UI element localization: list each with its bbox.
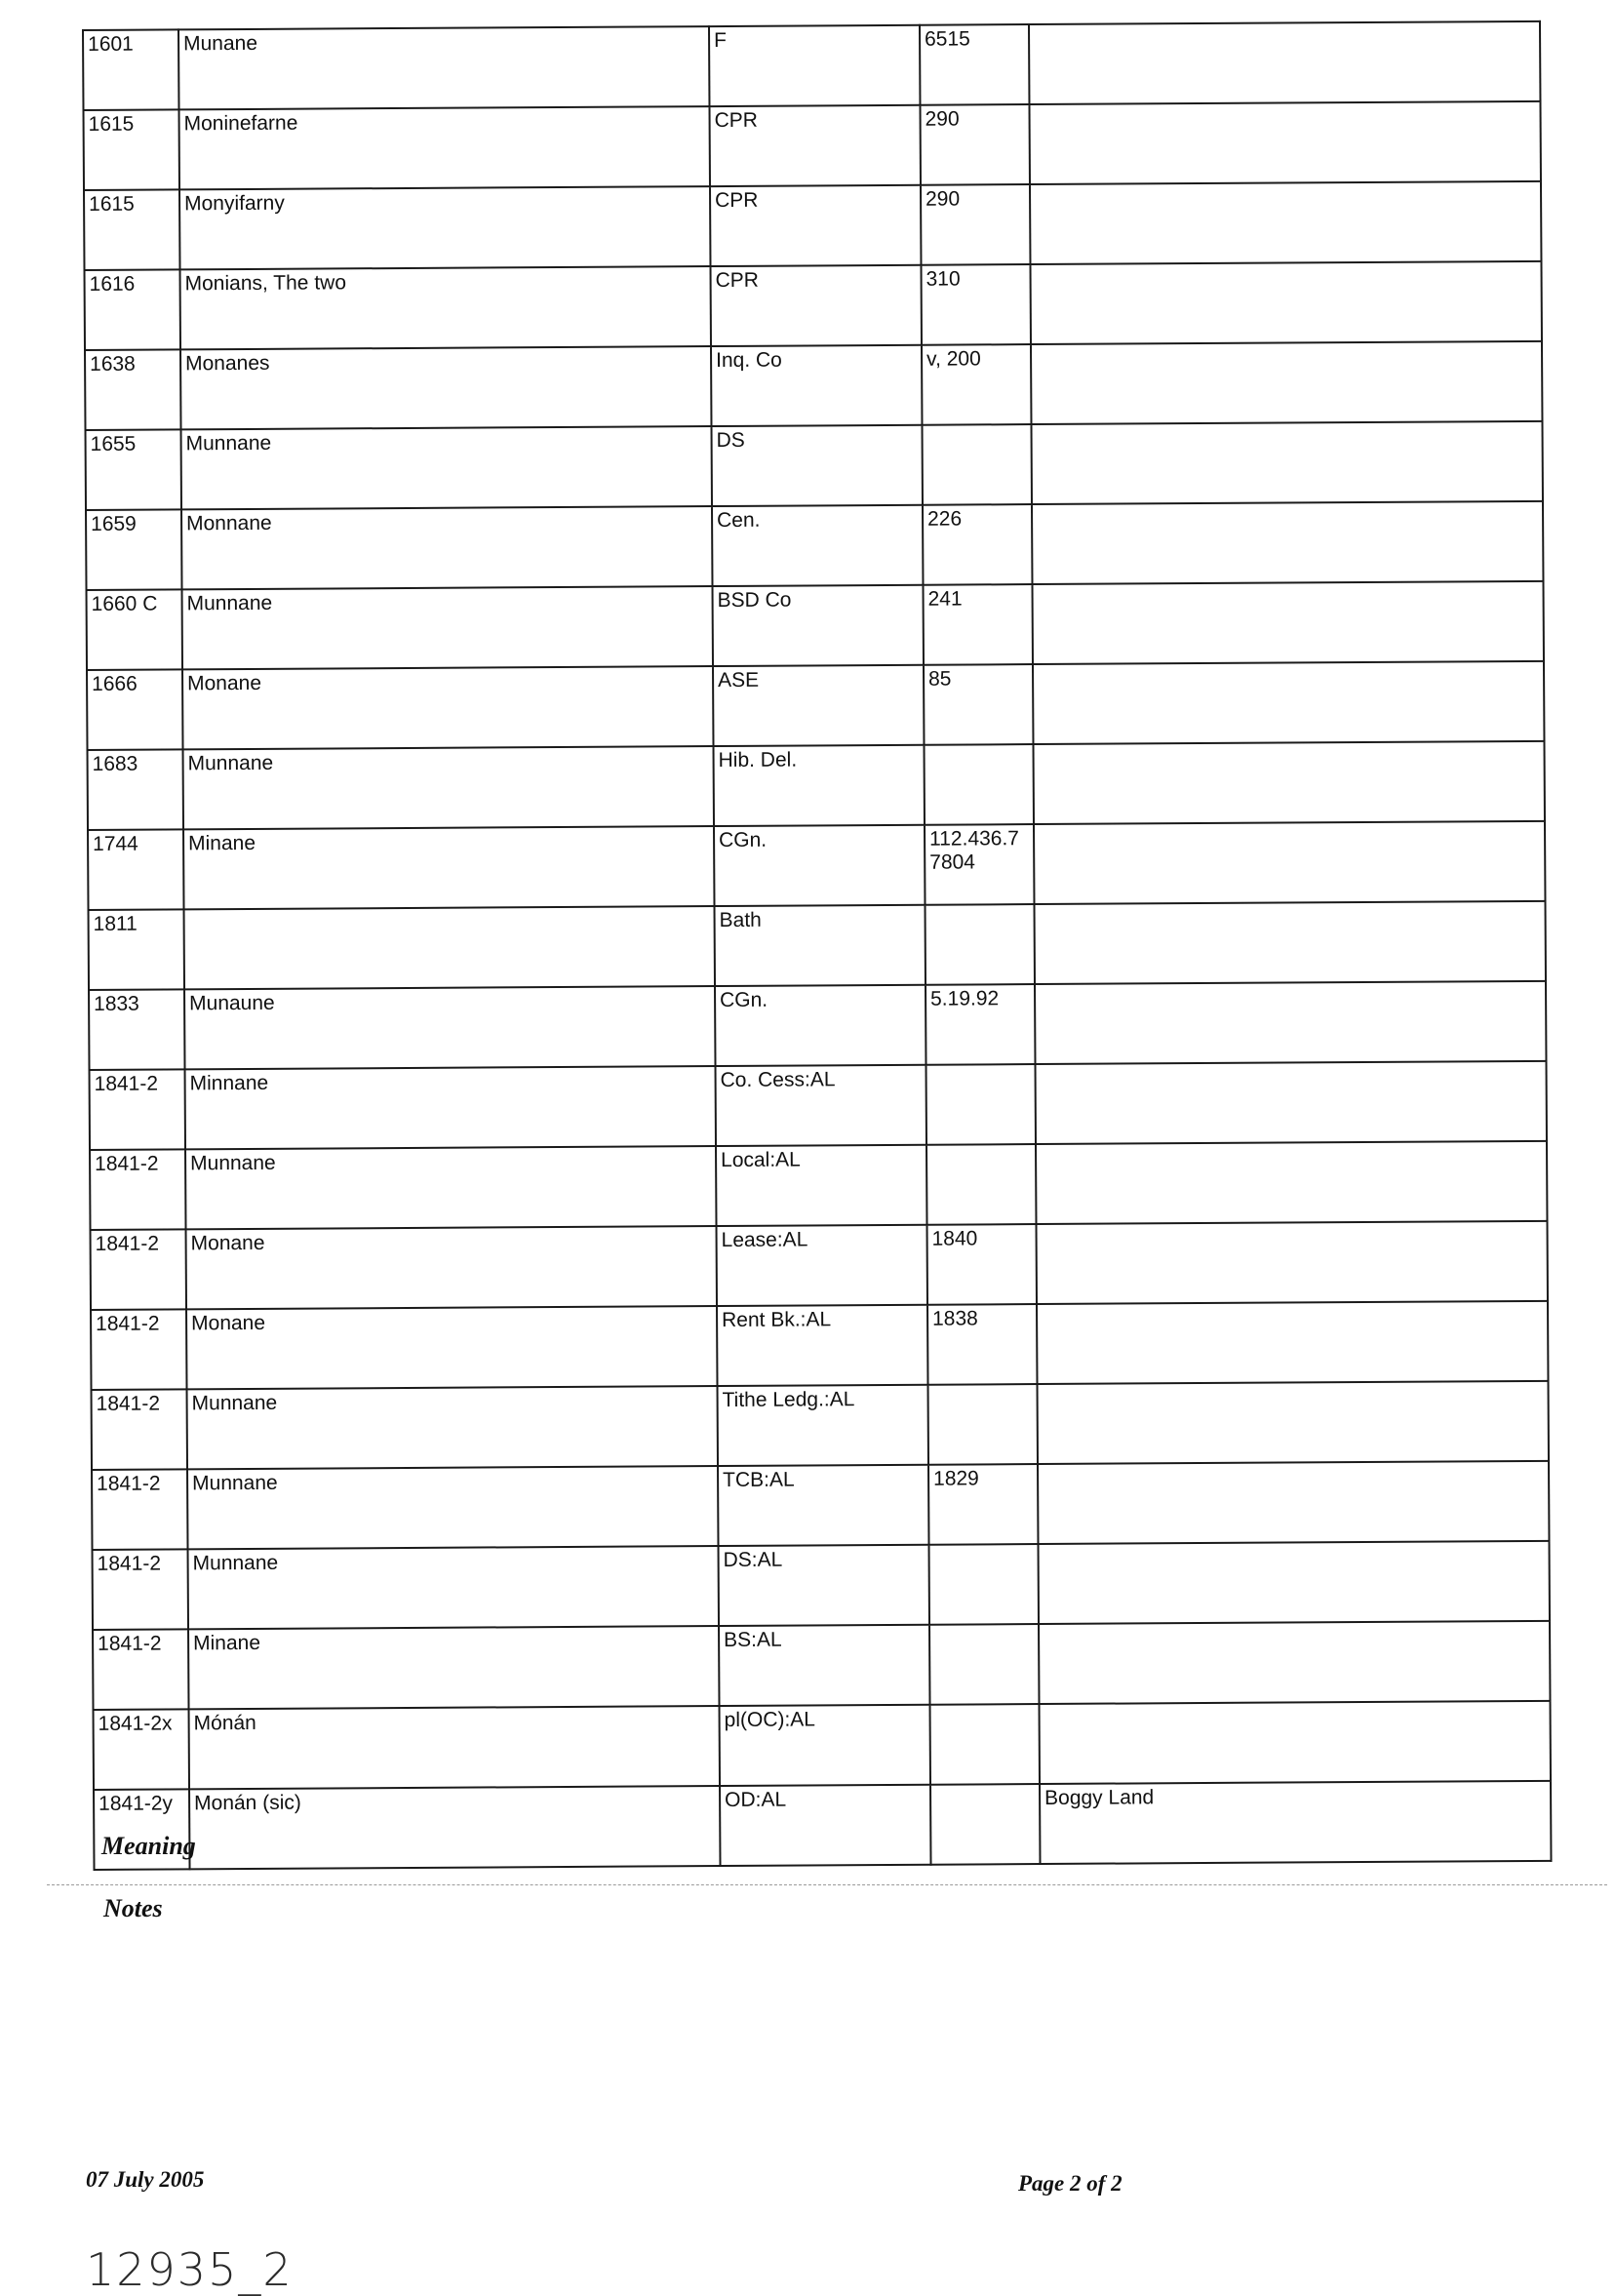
record-form-cell: Monán (sic): [189, 1786, 720, 1869]
record-source-cell: Local:AL: [716, 1145, 926, 1226]
record-date-cell: 1638: [85, 349, 180, 430]
table-row: [93, 1621, 1550, 1710]
record-source-cell: Co. Cess:AL: [716, 1065, 926, 1146]
table-row: [92, 1461, 1549, 1550]
record-date-cell: 1660 C: [87, 589, 182, 670]
table-row: [87, 661, 1544, 750]
record-note-cell: [1037, 1301, 1548, 1384]
record-form-cell: Monnane: [181, 506, 712, 589]
record-note-cell: [1032, 581, 1543, 664]
record-date-cell: 1666: [87, 669, 182, 750]
table-row: [90, 1061, 1547, 1150]
record-date-cell: 1615: [84, 109, 179, 190]
record-note-cell: [1034, 901, 1545, 984]
record-date-cell: 1841-2: [93, 1629, 188, 1710]
meaning-label: Meaning: [101, 1832, 196, 1860]
table-row: [91, 1221, 1548, 1310]
record-reference-cell: 112.436.7 7804: [925, 824, 1034, 905]
record-source-cell: pl(OC):AL: [720, 1705, 930, 1786]
record-form-cell: Munnane: [188, 1546, 719, 1629]
record-date-cell: 1841-2y: [94, 1789, 189, 1870]
record-form-cell: [184, 906, 715, 989]
table-row: [94, 1701, 1551, 1790]
record-note-cell: [1038, 1461, 1549, 1544]
table-row: [92, 1381, 1549, 1470]
record-form-cell: Minane: [183, 826, 714, 909]
record-note-cell: [1038, 1381, 1549, 1464]
record-date-cell: 1841-2: [90, 1069, 185, 1150]
record-reference-cell: [929, 1624, 1039, 1705]
record-reference-cell: 226: [923, 504, 1032, 585]
record-form-cell: Monane: [182, 666, 713, 749]
record-form-cell: Munaune: [184, 986, 715, 1069]
table-row: [86, 421, 1543, 510]
section-divider: [47, 1884, 1607, 1885]
record-source-cell: TCB:AL: [718, 1465, 928, 1546]
record-date-cell: 1601: [83, 29, 178, 110]
record-source-cell: CGn.: [714, 825, 925, 906]
table-row: [85, 341, 1542, 430]
record-source-cell: Cen.: [712, 505, 923, 586]
record-note-cell: [1036, 1141, 1547, 1224]
record-source-cell: ASE: [713, 665, 924, 746]
record-reference-cell: [926, 904, 1035, 985]
record-date-cell: 1841-2: [92, 1389, 187, 1470]
record-date-cell: 1833: [89, 989, 184, 1070]
record-reference-cell: 241: [923, 584, 1032, 665]
table-row: [91, 1301, 1548, 1390]
record-form-cell: Minnane: [185, 1066, 716, 1149]
record-source-cell: BSD Co: [713, 585, 924, 666]
notes-label: Notes: [103, 1894, 163, 1922]
record-date-cell: 1655: [86, 429, 181, 510]
record-reference-cell: [926, 1144, 1036, 1225]
record-note-cell: [1029, 101, 1540, 184]
record-note-cell: [1029, 21, 1540, 104]
table-row: [84, 181, 1541, 270]
record-note-cell: [1035, 1061, 1546, 1144]
record-reference-cell: v, 200: [922, 344, 1031, 425]
record-source-cell: OD:AL: [720, 1785, 930, 1866]
table-row: [94, 1781, 1551, 1870]
record-source-cell: Lease:AL: [717, 1225, 927, 1306]
record-note-cell: [1031, 421, 1542, 504]
record-note-cell: [1039, 1541, 1550, 1624]
record-source-cell: CPR: [709, 105, 920, 186]
record-reference-cell: 5.19.92: [926, 984, 1035, 1065]
record-note-cell: [1034, 821, 1545, 904]
record-reference-cell: 290: [920, 104, 1029, 185]
record-source-cell: Inq. Co: [711, 345, 922, 426]
record-source-cell: DS: [711, 425, 922, 506]
record-date-cell: 1841-2: [91, 1309, 186, 1390]
record-source-cell: Bath: [715, 905, 926, 986]
record-source-cell: DS:AL: [719, 1545, 929, 1626]
record-source-cell: BS:AL: [719, 1625, 929, 1706]
record-form-cell: Monyifarny: [179, 186, 710, 269]
record-form-cell: Munnane: [185, 1146, 716, 1229]
record-note-cell: [1035, 981, 1546, 1064]
record-source-cell: CPR: [710, 185, 921, 266]
table-row: [85, 261, 1542, 350]
record-form-cell: Monanes: [180, 346, 711, 429]
footer-date: 07 July 2005: [86, 2167, 205, 2192]
record-source-cell: CPR: [710, 265, 921, 346]
table-row: [83, 21, 1540, 110]
record-date-cell: 1615: [84, 189, 179, 270]
record-form-cell: Munnane: [187, 1386, 718, 1469]
record-source-cell: Tithe Ledg.:AL: [718, 1385, 928, 1466]
record-date-cell: 1616: [85, 269, 180, 350]
record-form-cell: Munnane: [183, 746, 714, 829]
table-row: [84, 101, 1541, 190]
record-reference-cell: [922, 424, 1031, 505]
table-row: [93, 1541, 1550, 1630]
table-row: [89, 901, 1546, 990]
record-note-cell: Boggy Land: [1040, 1781, 1551, 1864]
record-date-cell: 1841-2: [93, 1549, 188, 1630]
record-date-cell: 1744: [88, 829, 183, 910]
record-note-cell: [1032, 501, 1543, 584]
record-reference-cell: [924, 744, 1033, 825]
record-form-cell: Monians, The two: [180, 266, 711, 349]
table-row: [88, 821, 1545, 910]
record-reference-cell: [928, 1384, 1038, 1465]
record-form-cell: Munnane: [181, 426, 712, 509]
record-form-cell: Monane: [186, 1306, 717, 1389]
record-date-cell: 1841-2x: [94, 1709, 189, 1790]
record-reference-cell: 1840: [927, 1224, 1037, 1305]
record-source-cell: F: [709, 25, 920, 106]
record-form-cell: Monane: [186, 1226, 717, 1309]
handwritten-reference-number: 12935_2: [86, 2243, 294, 2296]
table-row: [87, 581, 1544, 670]
place-name-records-table: [82, 20, 1553, 1871]
record-form-cell: Minane: [188, 1626, 719, 1709]
table-row: [86, 501, 1543, 590]
record-form-cell: Munnane: [182, 586, 713, 669]
record-note-cell: [1031, 341, 1542, 424]
record-reference-cell: [930, 1704, 1040, 1785]
record-form-cell: Mónán: [189, 1706, 720, 1789]
record-note-cell: [1033, 661, 1544, 744]
record-date-cell: 1811: [89, 909, 184, 990]
record-form-cell: Munnane: [187, 1466, 718, 1549]
record-form-cell: Munane: [178, 26, 709, 109]
record-reference-cell: 1829: [928, 1464, 1038, 1545]
footer-page-number: Page 2 of 2: [1018, 2171, 1123, 2196]
record-reference-cell: 1838: [927, 1304, 1037, 1385]
record-date-cell: 1841-2: [91, 1229, 186, 1310]
record-reference-cell: 310: [921, 264, 1030, 345]
table-row: [88, 741, 1545, 830]
record-date-cell: 1841-2: [92, 1469, 187, 1550]
records-table-body: [83, 21, 1551, 1870]
record-source-cell: CGn.: [715, 985, 926, 1066]
record-note-cell: [1033, 741, 1544, 824]
record-note-cell: [1040, 1701, 1551, 1784]
record-reference-cell: [930, 1784, 1040, 1865]
record-note-cell: [1030, 181, 1541, 264]
record-date-cell: 1659: [86, 509, 181, 590]
record-form-cell: Moninefarne: [179, 106, 710, 189]
record-date-cell: 1841-2: [90, 1149, 185, 1230]
record-reference-cell: [926, 1064, 1036, 1145]
record-note-cell: [1030, 261, 1541, 344]
record-reference-cell: 85: [924, 664, 1033, 745]
record-source-cell: Hib. Del.: [714, 745, 925, 826]
record-reference-cell: [929, 1544, 1039, 1625]
table-row: [89, 981, 1546, 1070]
record-reference-cell: 6515: [920, 24, 1029, 105]
record-date-cell: 1683: [88, 749, 183, 830]
record-source-cell: Rent Bk.:AL: [717, 1305, 927, 1386]
record-reference-cell: 290: [921, 184, 1030, 265]
record-note-cell: [1037, 1221, 1548, 1304]
record-note-cell: [1039, 1621, 1550, 1704]
table-row: [90, 1141, 1547, 1230]
